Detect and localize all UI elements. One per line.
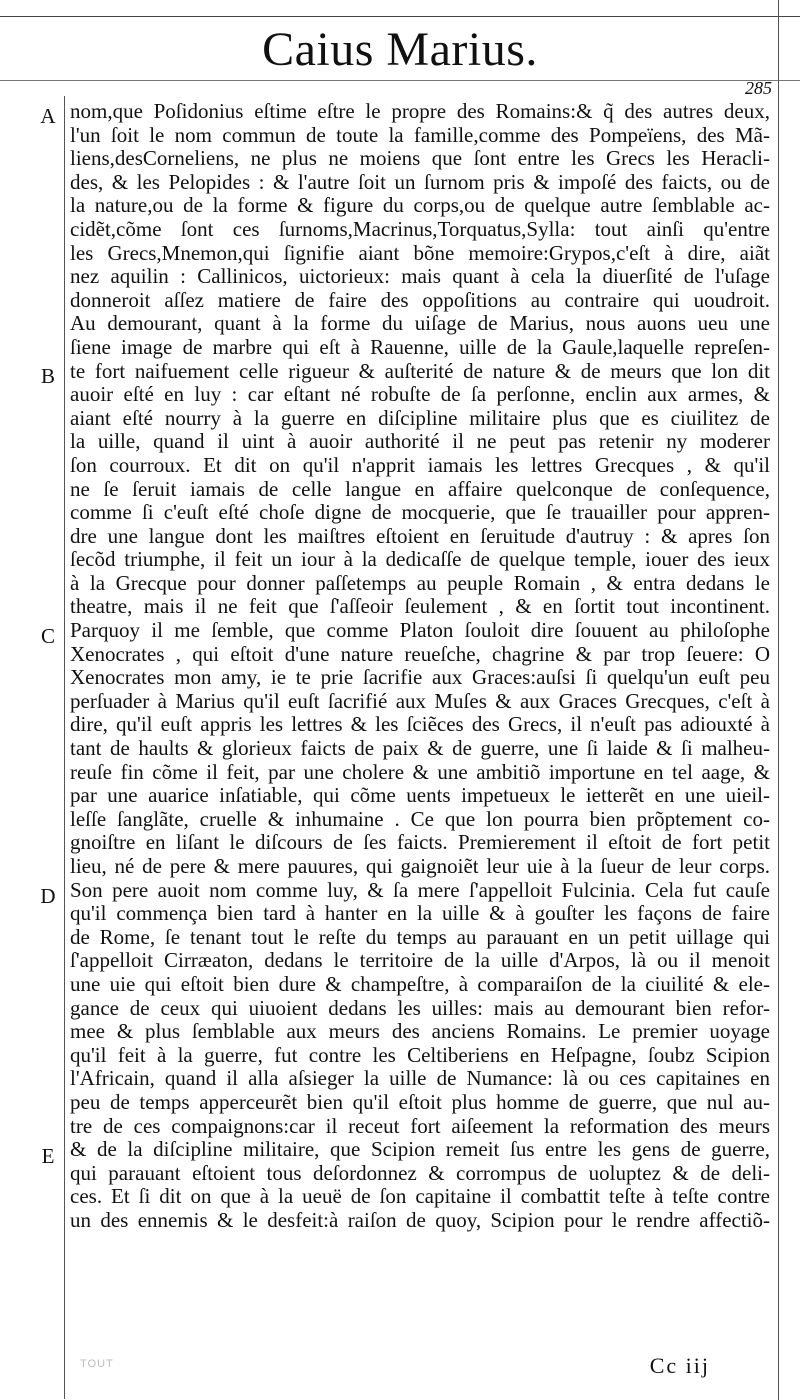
text-line: ſ'appelloit Cirræaton, dedans le territoire de la uille d'Arpos, là ou il menoit — [70, 949, 770, 973]
text-line: perſuader à Marius qu'il euſt ſacrifié aux Muſes & aux Graces Grecques, c'eſt à — [70, 689, 770, 713]
text-line: Xenocrates , qui eſtoit d'une nature reueſche, chagrine & par trop ſeuere: O — [70, 642, 770, 666]
text-line: ne ſe ſeruit iamais de celle langue en affaire quelconque de conſequence, — [70, 477, 770, 501]
text-line: à la Grecque pour donner paſſetemps au peuple Romain , & entra dedans le — [70, 571, 770, 595]
text-line: ſecõd triumphe, il feit un iour à la dedicaſſe de quelque temple, iouer des ieux — [70, 548, 770, 572]
text-line: tant de haults & glorieux faicts de paix & de guerre, une ſi laide & ſi malheu- — [70, 737, 770, 761]
text-line: aiant eſté nourry à la guerre en diſcipline militaire plus que es ciuilitez de — [70, 406, 770, 430]
text-line: tre de ces compaignons:car il receut fort aiſeement la reformation des meurs — [70, 1114, 770, 1138]
text-line: la nature,ou de la forme & figure du corps,ou de quelque autre ſemblable ac- — [70, 194, 770, 218]
text-line: qui parauant eſtoient tous deſordonnez & corrompus de uoluptez & de deli- — [70, 1161, 770, 1185]
text-line: lieu, né de pere & mere pauures, qui gaignoiẽt leur uie à la ſueur de leur corps. — [70, 855, 770, 878]
body-text — [70, 100, 770, 1233]
text-line: Xenocrates mon amy, ie te prie ſacrifie aux Graces:auſsi ſi quelqu'un euſt peu — [70, 666, 770, 690]
page-number: 285 — [745, 78, 772, 98]
text-line: ces. Et ſi dit on que à la ueuë de ſon capitaine il combattit teſte à teſte contre — [70, 1185, 770, 1209]
left-margin-rule — [64, 96, 65, 1399]
margin-letter-c: C — [40, 624, 55, 648]
text-line: l'Africain, quand il alla aſsieger la uille de Numance: là ou ces capitaines en — [70, 1067, 770, 1091]
text-line: gnoiſtre en liſant le diſcours de ſes faicts. Premierement il eſtoit de fort petit — [70, 831, 770, 855]
text-line: nom,que Poſidonius eſtime eſtre le propre des Romains:& q̃ des autres deux, — [70, 100, 770, 123]
text-line: l'un ſoit le nom commun de toute la famille,comme des Pompeïens, des Mã- — [70, 123, 770, 147]
text-line: nez aquilin : Callinicos, uictorieux: mais quant à cela la diuerſité de l'uſage — [70, 265, 770, 289]
text-line: reuſe fin cõme il feit, par une cholere & une ambitiõ importune en tel aage, & — [70, 760, 770, 784]
text-line: un des ennemis & le desfeit:à raiſon de quoy, Scipion pour le rendre affectiõ- — [70, 1208, 770, 1232]
margin-letter-b: B — [40, 364, 55, 388]
signature-mark: Cc iij — [649, 1353, 710, 1378]
text-line: Au demourant, quant à la forme du uiſage de Marius, nous auons ueu une — [70, 312, 770, 336]
text-line: ſon courroux. Et dit on qu'il n'apprit iamais les lettres Grecques , & qu'il — [70, 453, 770, 477]
text-line: auoir eſté en luy : car eſtant né robuſte de ſa perſonne, enclin aux armes, & — [70, 383, 770, 407]
text-line: donneroit aſſez matiere de faire des oppoſitions au contraire qui uoudroit. — [70, 288, 770, 312]
text-line: & de la diſcipline militaire, que Scipion remeit ſus entre les gens de guerre, — [70, 1138, 770, 1162]
library-stamp: TOUT — [80, 1358, 114, 1370]
text-line: gance de ceux qui uiuoient dedans les uilles: mais au demourant bien refor- — [70, 996, 770, 1020]
text-line: liens,desCorneliens, ne plus ne moiens que ſont entre les Grecs les Heracli- — [70, 147, 770, 171]
text-line: la uille, quand il uint à auoir authorité il ne peut pas retenir ny moderer — [70, 430, 770, 454]
text-line: Son pere auoit nom comme luy, & ſa mere ſ'appelloit Fulcinia. Cela fut cauſe — [70, 878, 770, 902]
text-line: dre une langue dont les maiſtres eſtoient en ſeruitude d'autruy : & apres ſon — [70, 524, 770, 548]
margin-letter-d: D — [40, 884, 56, 908]
text-line: ſiene image de marbre qui eſt à Rauenne, uille de la Gaule,laquelle repreſen- — [70, 335, 770, 359]
top-border-rule — [0, 16, 800, 17]
text-line: par une auarice inſatiable, qui cõme uents impetueux le ietterẽt en une uieil- — [70, 784, 770, 808]
text-line: te fort naifuement celle rigueur & auſterité de nature & de meurs que lon dit — [70, 359, 770, 383]
text-line: qu'il feit à la guerre, fut contre les Celtiberiens en Heſpagne, ſoubz Scipion — [70, 1043, 770, 1067]
text-line: des, & les Pelopides : & l'autre ſoit un ſurnom pris & impoſé des faicts, ou de — [70, 170, 770, 194]
text-line: une uie qui eſtoit bien dure & champeſtre, à comparaiſon de la ciuilité & ele- — [70, 972, 770, 996]
text-line: qu'il commença bien tard à hanter en la uille & à gouſter les façons de faire — [70, 902, 770, 926]
text-line: comme ſi c'euſt eſté choſe digne de mocquerie, que ſe trauailler pour appren- — [70, 501, 770, 525]
text-line: Parquoy il me ſemble, que comme Platon ſouloit dire ſouuent au philoſophe — [70, 619, 770, 643]
text-line: theatre, mais il ne feit que ſ'aſſeoir ſeulement , & en ſortit tout incontinent. — [70, 595, 770, 619]
right-edge-rule — [778, 0, 779, 1400]
text-line: mee & plus ſemblable aux meurs des anciens Romains. Le premier uoyage — [70, 1020, 770, 1044]
margin-letter-a: A — [40, 104, 56, 128]
text-line: leſſe ſanglãte, cruelle & inhumaine . Ce que lon pourra bien prõptement co- — [70, 807, 770, 831]
text-line: cidẽt,cõme ſont ces ſurnoms,Macrinus,Torquatus,Sylla: tout ainſi qu'entre — [70, 217, 770, 241]
running-title: Caius Marius. — [262, 23, 538, 76]
margin-letter-e: E — [41, 1144, 55, 1168]
text-line: les Grecs,Mnemon,qui ſignifie aiant bõne memoire:Grypos,c'eſt à dire, aiãt — [70, 241, 770, 265]
header-rule — [0, 80, 800, 81]
text-line: de Rome, ſe tenant tout le reſte du temps au parauant en un petit uillage qui — [70, 925, 770, 949]
text-line: dire, qu'il euſt appris les lettres & les ſciẽces des Grecs, il n'euſt pas adiouxté à — [70, 713, 770, 737]
text-line: peu de temps apperceurẽt bien qu'il eſtoit plus homme de guerre, que nul au- — [70, 1090, 770, 1114]
